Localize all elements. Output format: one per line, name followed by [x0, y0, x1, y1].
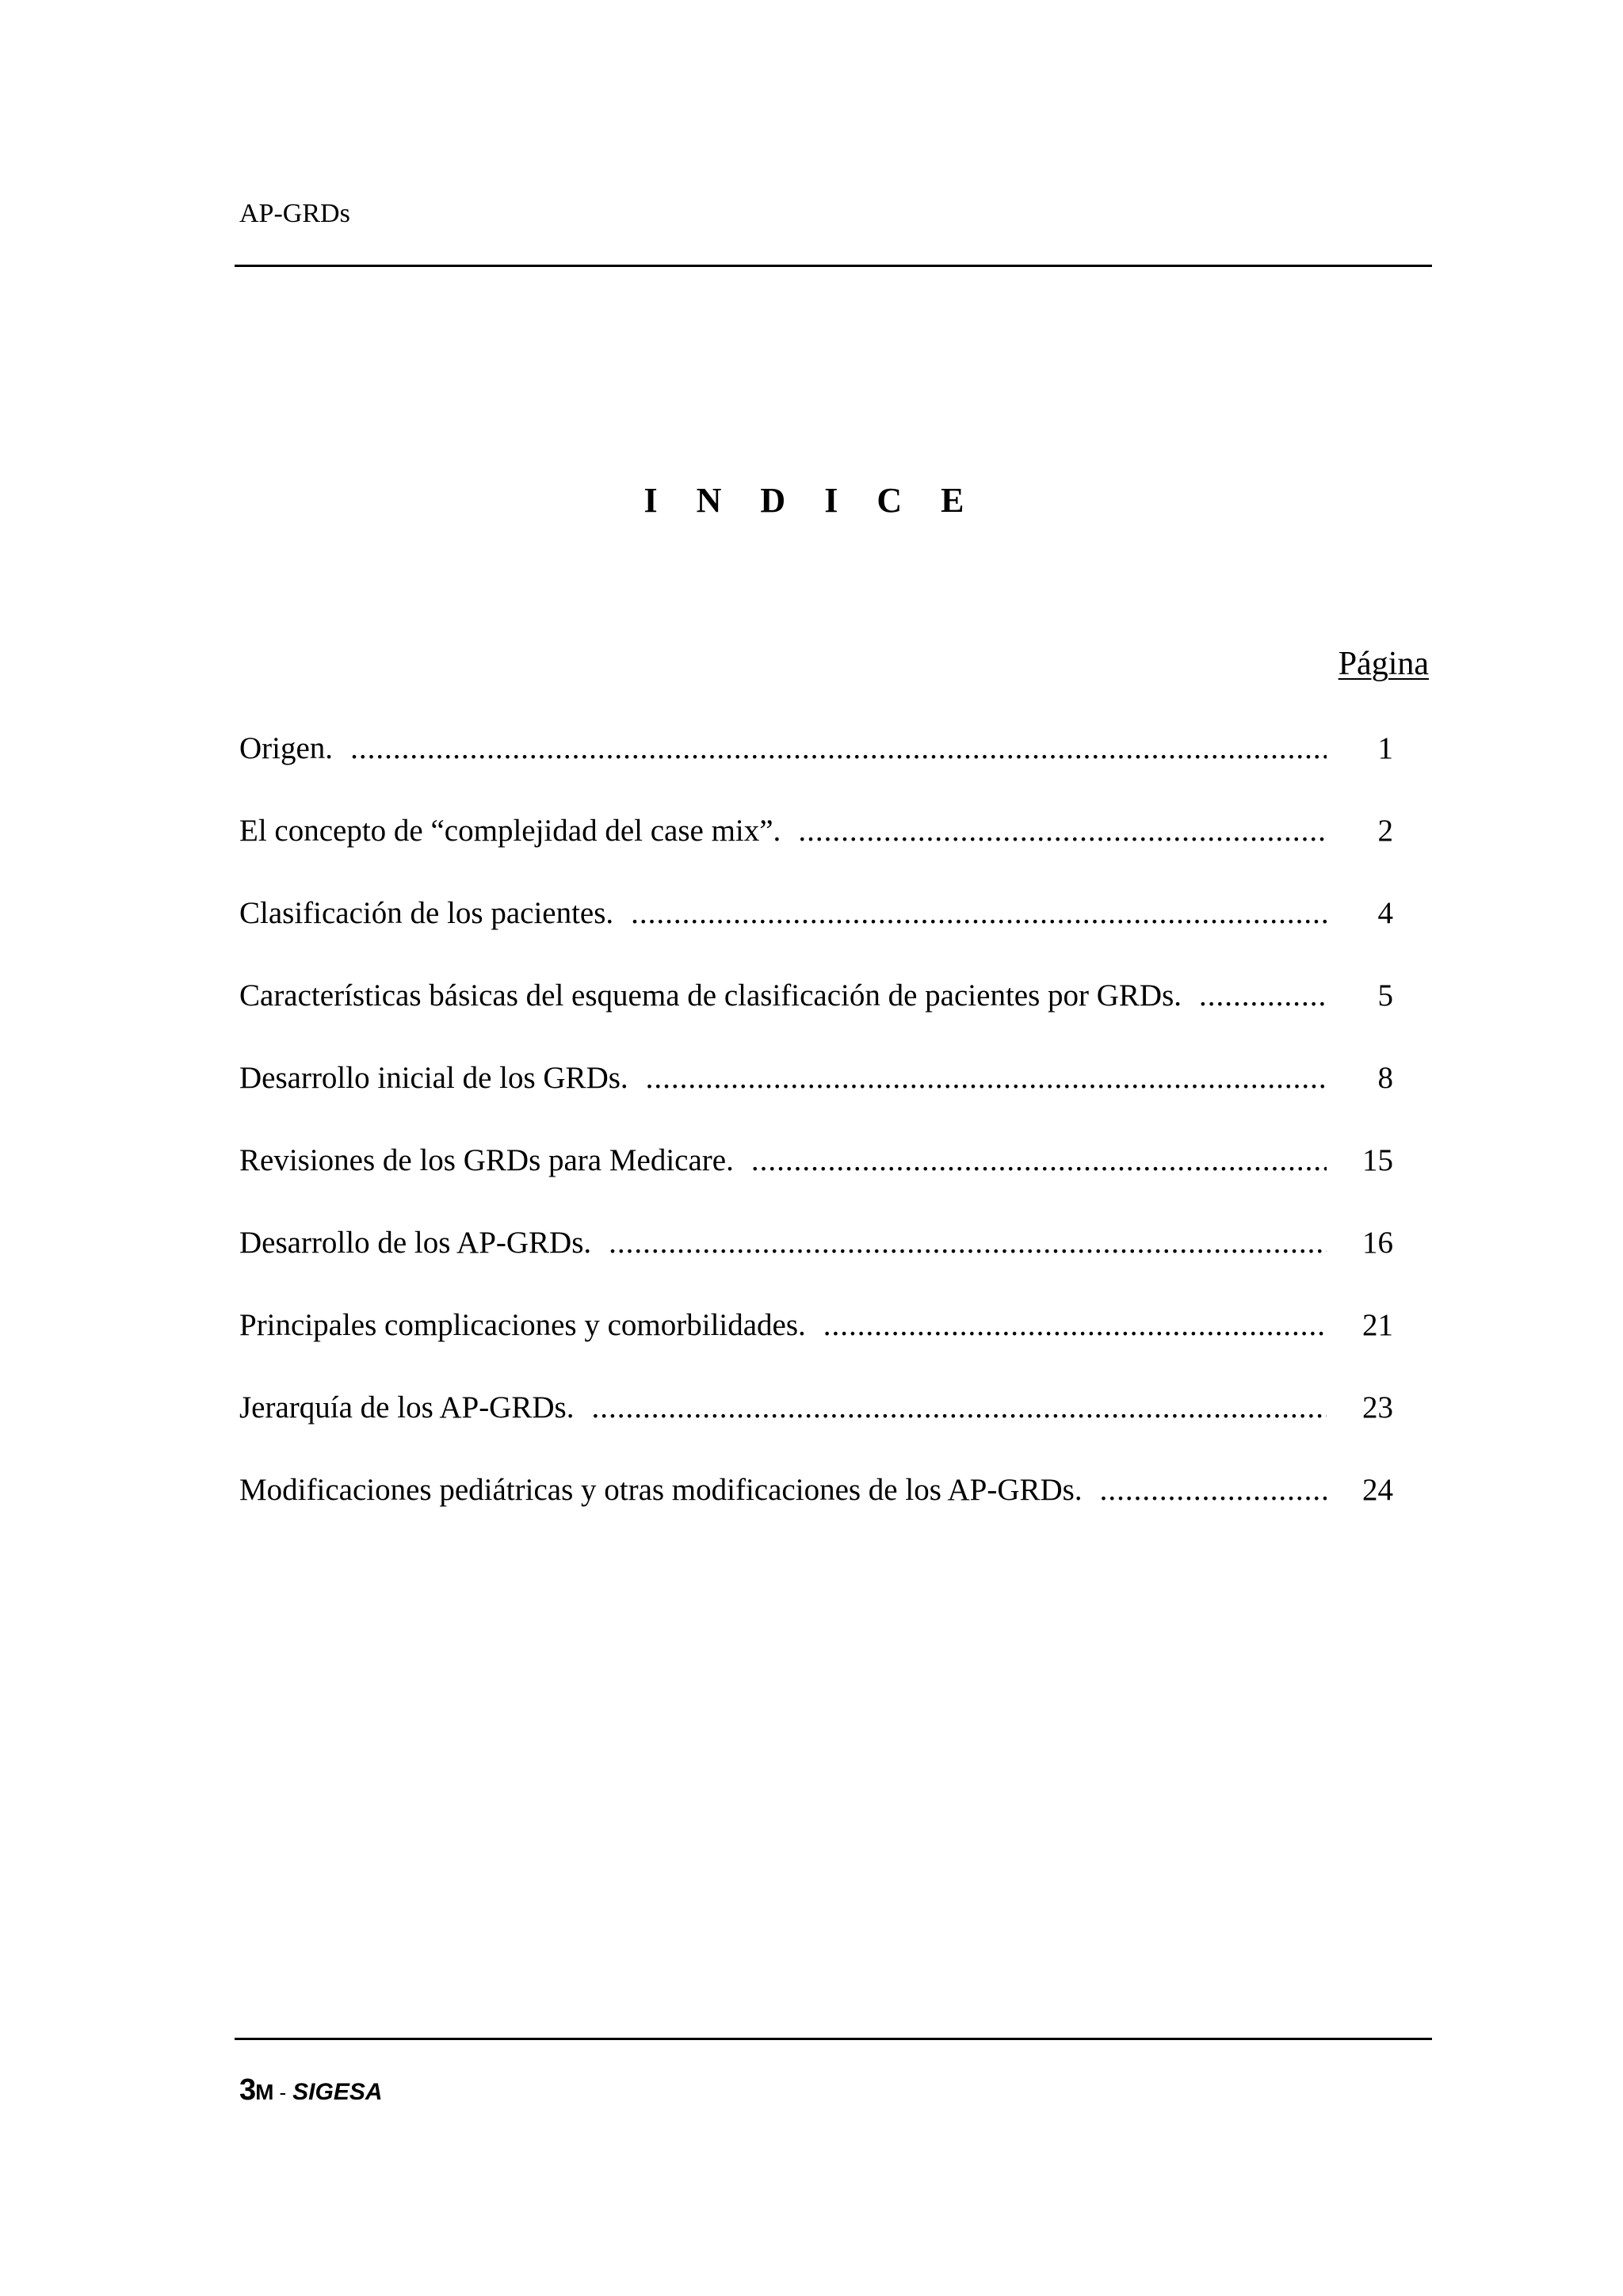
page-title: I N D I C E [643, 481, 980, 520]
footer-company: SIGESA [292, 2079, 383, 2105]
header-rule [235, 265, 1432, 267]
toc-entry[interactable] [239, 1470, 1393, 1552]
toc-entry[interactable] [239, 1140, 1393, 1222]
toc-entry-page: 24 [1362, 1473, 1393, 1507]
toc-leader-dots [631, 893, 1327, 934]
brand-letter: M [255, 2080, 273, 2104]
toc-entry-title: Desarrollo de los AP-GRDs. [239, 1226, 592, 1260]
brand-logo [239, 2073, 273, 2107]
toc-entry[interactable] [239, 1305, 1393, 1387]
toc-entry-title: Origen. [239, 731, 334, 765]
toc-leader-dots [823, 1305, 1327, 1346]
toc-entry-title: Clasificación de los pacientes. [239, 896, 614, 930]
toc-entry[interactable] [239, 893, 1393, 975]
toc-leader-dots [609, 1222, 1327, 1264]
table-of-contents [239, 728, 1393, 1552]
toc-leader-dots [798, 810, 1327, 852]
brand-number: 3 [239, 2073, 256, 2107]
toc-entry-page: 2 [1377, 814, 1393, 848]
toc-entry[interactable] [239, 810, 1393, 893]
toc-entry[interactable] [239, 975, 1393, 1058]
toc-entry-page: 21 [1362, 1308, 1393, 1342]
toc-entry-title: Características básicas del esquema de clasificación de pacientes por GRDs. [239, 978, 1182, 1013]
running-header: AP-GRDs [239, 199, 350, 228]
toc-entry-page: 5 [1377, 978, 1393, 1013]
toc-entry[interactable] [239, 1058, 1393, 1140]
toc-entry-title: Principales complicaciones y comorbilidades. [239, 1308, 806, 1342]
toc-entry[interactable] [239, 728, 1393, 810]
toc-entry-title: Revisiones de los GRDs para Medicare. [239, 1143, 734, 1177]
toc-leader-dots [646, 1058, 1327, 1099]
footer-rule [235, 2038, 1432, 2040]
footer-brand [239, 2073, 383, 2114]
toc-entry-page: 8 [1377, 1061, 1393, 1095]
toc-leader-dots [751, 1140, 1327, 1181]
toc-entry[interactable] [239, 1222, 1393, 1305]
toc-entry-page: 1 [1377, 731, 1393, 765]
toc-leader-dots [591, 1387, 1327, 1428]
toc-entry-page: 15 [1362, 1143, 1393, 1177]
toc-leader-dots [1199, 975, 1327, 1016]
toc-entry-title: El concepto de “complejidad del case mix”. [239, 814, 781, 848]
toc-entry-title: Jerarquía de los AP-GRDs. [239, 1390, 575, 1425]
toc-leader-dots [1100, 1470, 1327, 1511]
toc-entry-title: Modificaciones pediátricas y otras modificaciones de los AP-GRDs. [239, 1473, 1083, 1507]
toc-leader-dots [350, 728, 1327, 769]
toc-entry-page: 16 [1362, 1226, 1393, 1260]
toc-entry-title: Desarrollo inicial de los GRDs. [239, 1061, 628, 1095]
toc-entry[interactable] [239, 1387, 1393, 1470]
toc-entry-page: 23 [1362, 1390, 1393, 1425]
page-column-label: Página [1338, 646, 1429, 682]
footer-separator: - [279, 2081, 287, 2104]
toc-entry-page: 4 [1377, 896, 1393, 930]
